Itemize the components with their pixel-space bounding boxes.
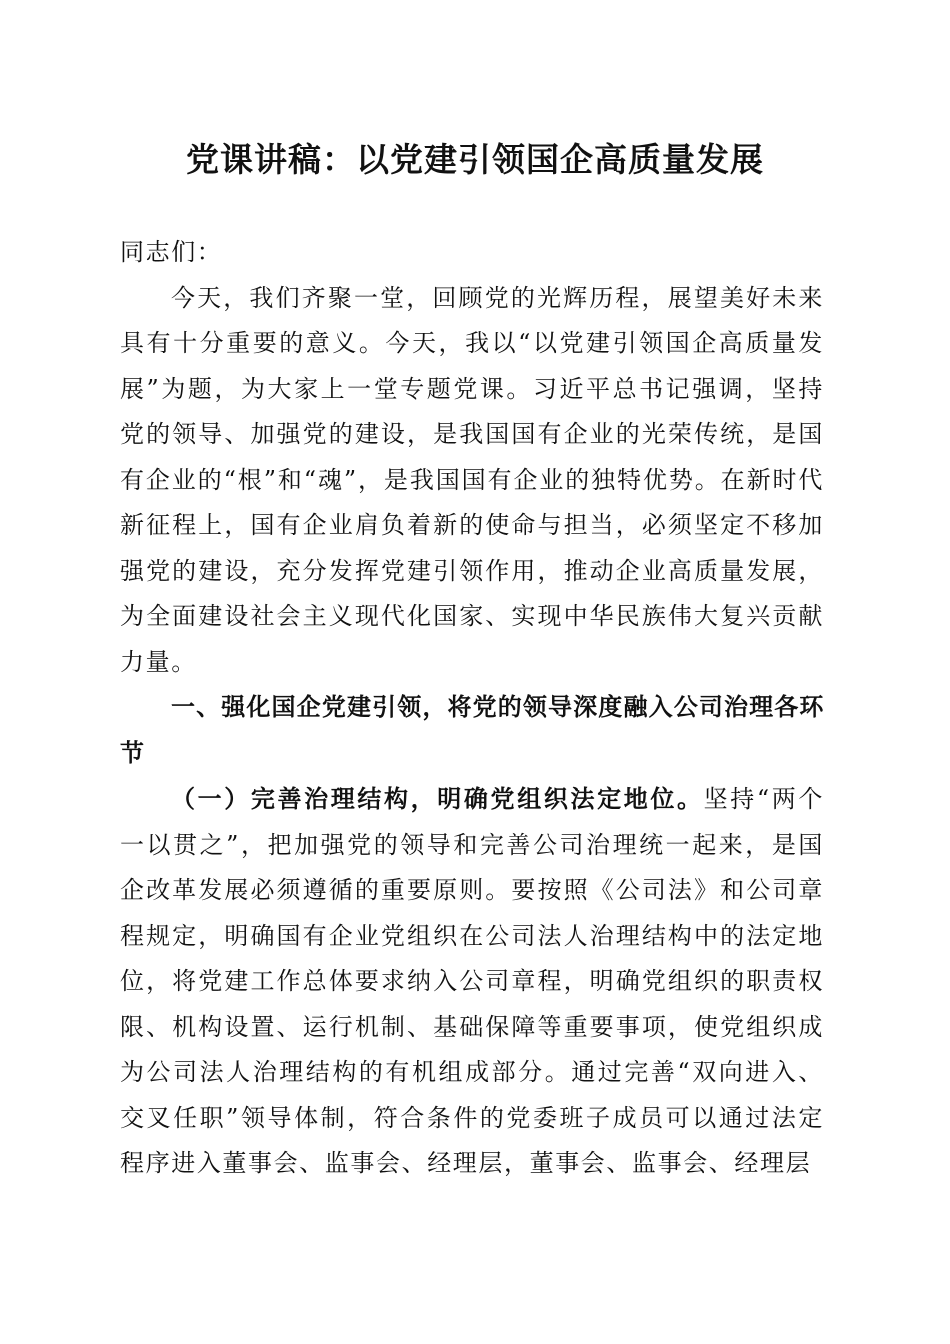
subsection-heading: （一）完善治理结构，明确党组织法定地位。 [171, 784, 704, 813]
subsection-text: 坚持“两个一以贯之”，把加强党的领导和完善公司治理统一起来，是国企改革发展必须遵循的重要原则。要按照《公司法》和公司章程规定，明确国有企业党组织在公司法人治理结构中的法定地位，将党建工作总体要求纳入公司章程，明确党组织的职责权限、机构设置、运行机制、基础保障等重要事项，使党组织成为公司法人治理结构的有机组成部分。通过完善“双向进入、交叉任职”领导体制，符合条件的党委班子成员可以通过法定程序进入董事会、监事会、经理层，董事会、监事会、经理层 [120, 785, 824, 1177]
salutation: 同志们： [120, 238, 223, 266]
subsection-paragraph [120, 776, 824, 1187]
document-body [120, 230, 824, 1187]
intro-paragraph: 今天，我们齐聚一堂，回顾党的光辉历程，展望美好未来具有十分重要的意义。今天，我以“以党建引领国企高质量发展”为题，为大家上一堂专题党课。习近平总书记强调，坚持党的领导、加强党的建设，是我国国有企业的光荣传统，是国有企业的“根”和“魂”，是我国国有企业的独特优势。在新时代新征程上，国有企业肩负着新的使命与担当，必须坚定不移加强党的建设，充分发挥党建引领作用，推动企业高质量发展，为全面建设社会主义现代化国家、实现中华民族伟大复兴贡献力量。 [120, 283, 824, 676]
section-heading: 一、强化国企党建引领，将党的领导深度融入公司治理各环节 [120, 693, 824, 767]
page-title: 党课讲稿：以党建引领国企高质量发展 [186, 140, 764, 179]
